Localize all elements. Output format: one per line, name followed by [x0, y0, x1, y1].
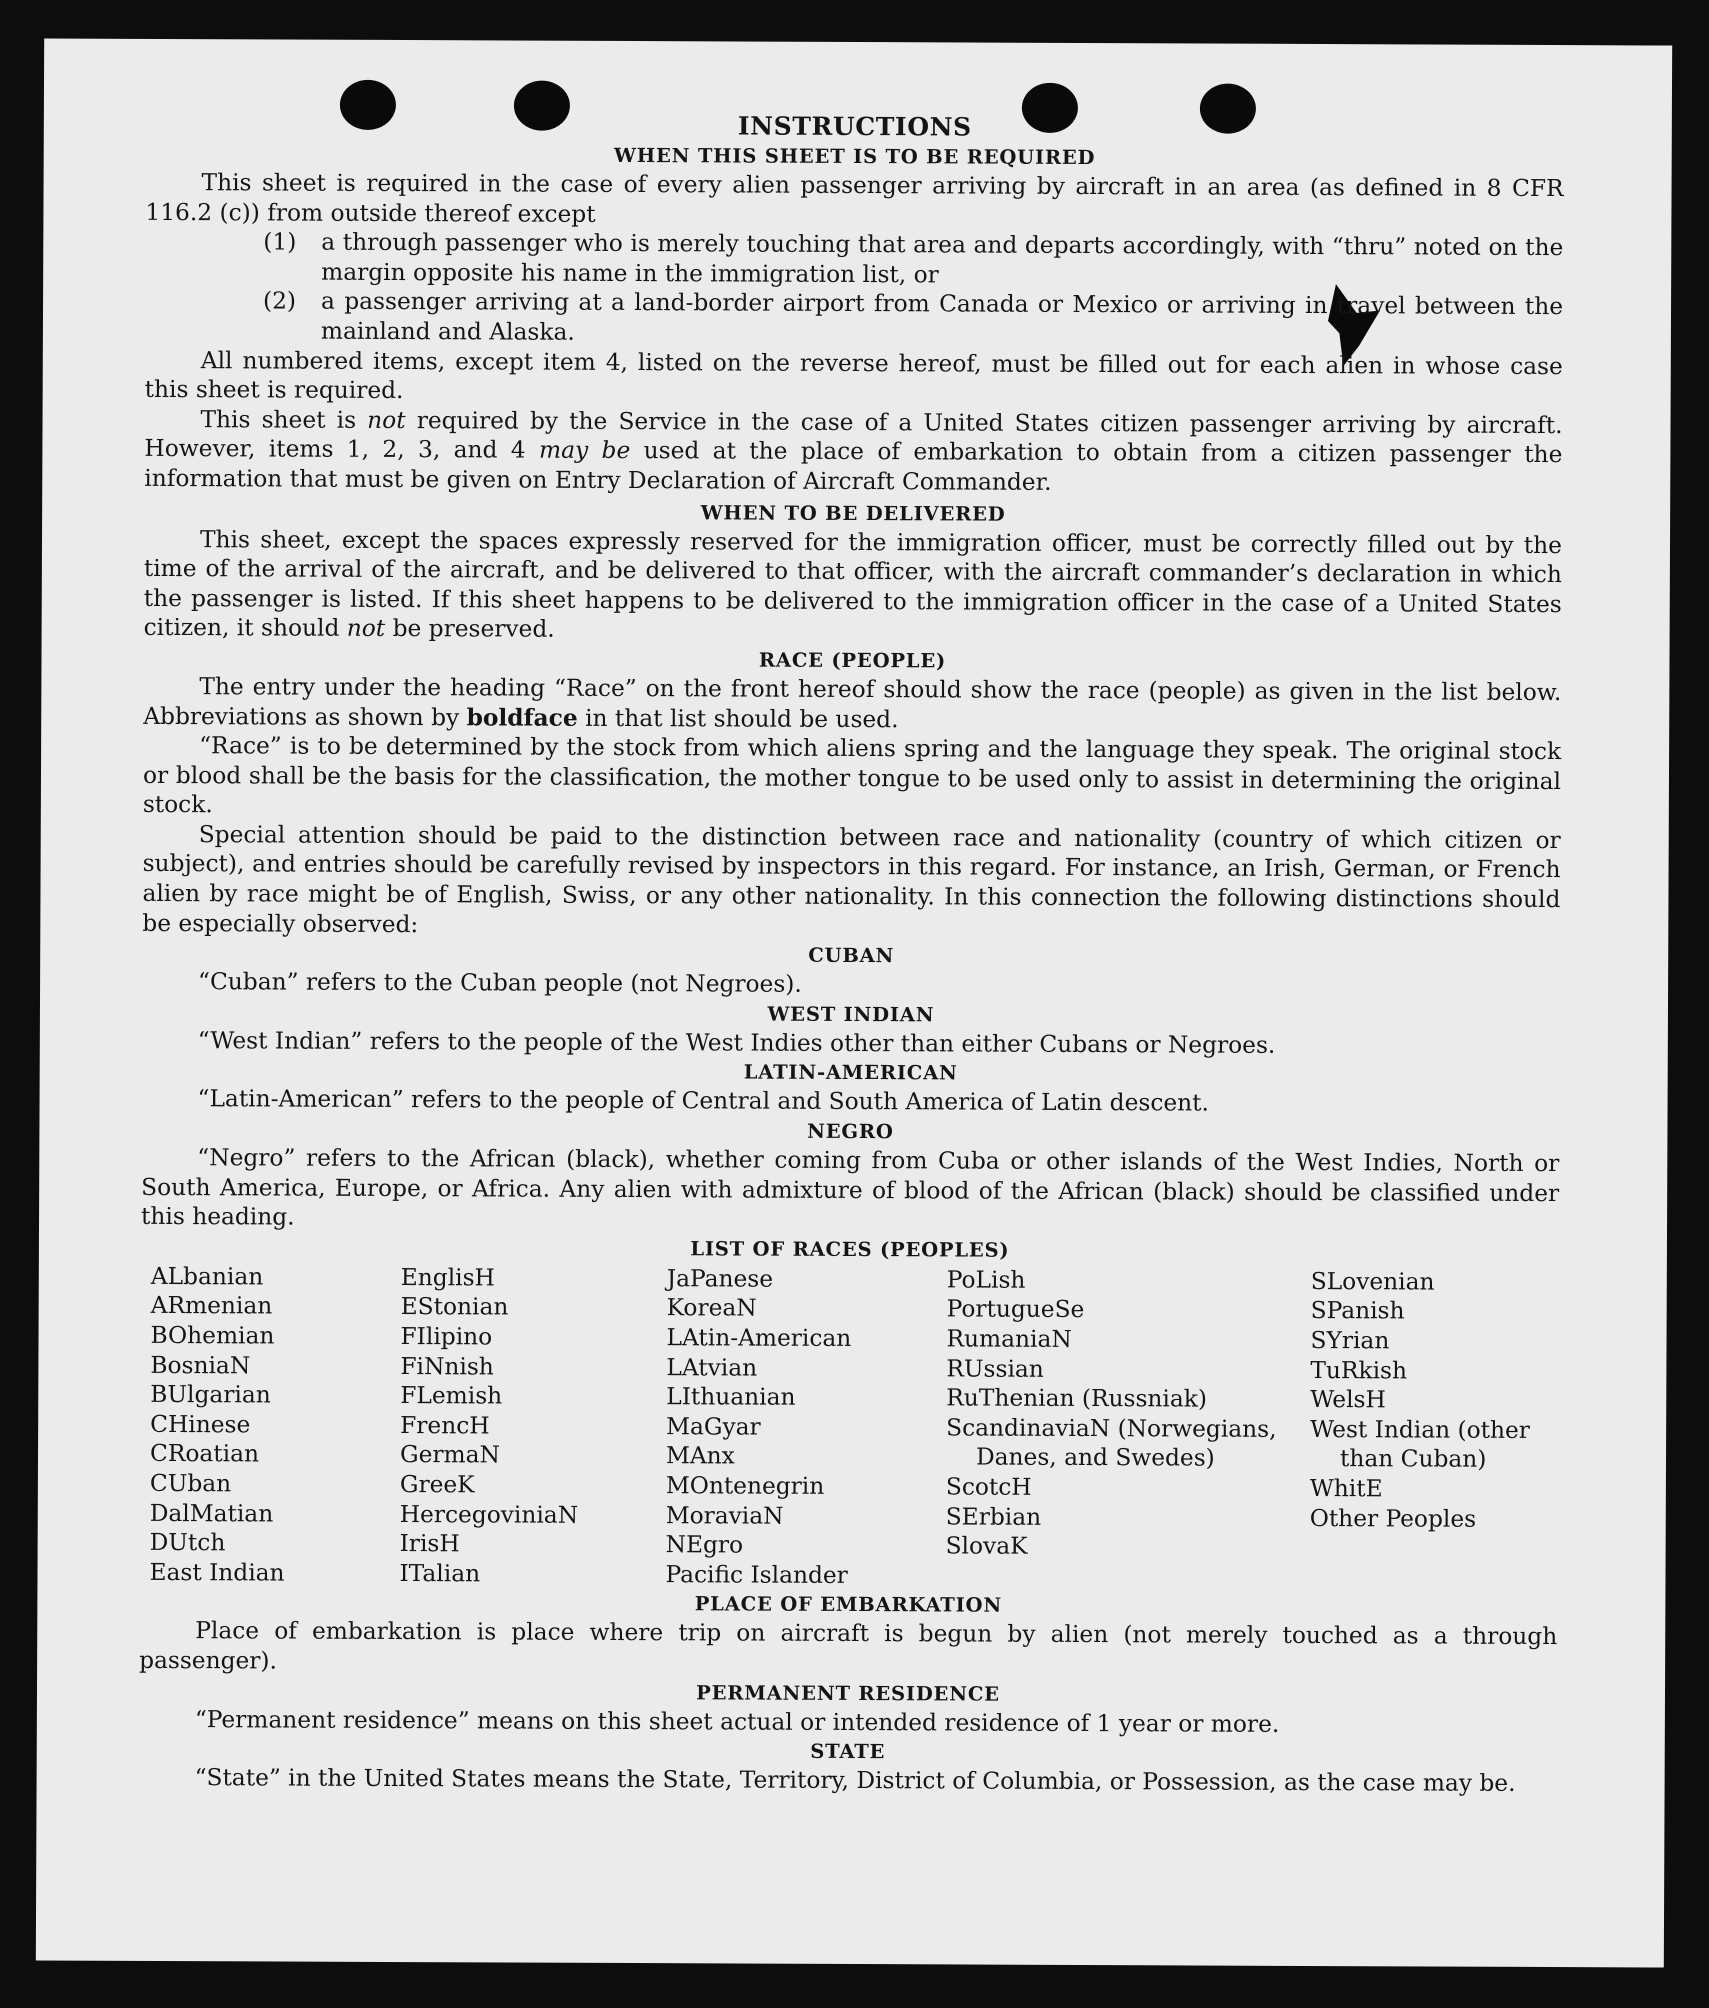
exception-item: (2) a passenger arriving at a land-border airport from Canada or Mexico or arriving in travel between the mainland and Alaska.	[262, 287, 1564, 346]
race-entry: NEgro	[665, 1531, 744, 1559]
race-paragraph-2: “Race” is to be determined by the stock from which aliens spring and the language they speak. The original stock or blood shall be the basis for the classification, the mother tongue to be used only to assist in determining the original stock.	[142, 732, 1562, 819]
races-table	[149, 1262, 1558, 1594]
race-entry: FiNnish	[400, 1352, 494, 1381]
section-heading-embarkation: PLACE OF EMBARKATION	[694, 1592, 1003, 1617]
race-entry: Other Peoples	[1309, 1504, 1477, 1533]
race-entry: HercegoviniaN	[399, 1500, 579, 1529]
race-entry: RUssian	[946, 1355, 1044, 1383]
section-heading-west-indian: WEST INDIAN	[767, 1002, 935, 1027]
race-entry: EnglisH	[400, 1263, 495, 1292]
race-entry: BOhemian	[150, 1321, 275, 1350]
section-heading-latin-american: LATIN-AMERICAN	[743, 1060, 958, 1085]
section-heading-cuban: CUBAN	[808, 944, 895, 968]
section-heading-race: RACE (PEOPLE)	[758, 648, 947, 673]
exception-item: (1) a through passenger who is merely touching that area and departs accordingly, with “thru” noted on the margin opposite his name in the immigration list, or	[263, 228, 1564, 289]
required-intro: This sheet is required in the case of every alien passenger arriving by aircraft in an area (as defined in 8 CFR 116.2 (c)) from outside thereof except	[145, 169, 1564, 228]
embarkation-paragraph: Place of embarkation is place where trip on aircraft is begun by alien (not merely touched as a through passenger).	[139, 1617, 1558, 1675]
races-column	[1309, 1267, 1568, 1594]
west-indian-paragraph: “West Indian” refers to the people of the West Indies other than either Cubans or Negroes.	[197, 1026, 1276, 1059]
race-entry: ScandinaviaN (Norwegians, Danes, and Swedes)	[946, 1414, 1277, 1472]
section-heading-state: STATE	[810, 1739, 886, 1764]
race-entry: DUtch	[149, 1529, 226, 1557]
citizen-paragraph: This sheet is not required by the Service in the case of a United States citizen passenger arriving by aircraft. However, items 1, 2, 3, and 4 may be used at the place of embarkation to obtain from a citizen passenger the information that must be given on Entry Declaration of Aircraft Commander.	[144, 405, 1563, 496]
section-heading-required: WHEN THIS SHEET IS TO BE REQUIRED	[614, 143, 1096, 170]
race-entry: MaGyar	[666, 1412, 761, 1441]
cuban-paragraph: “Cuban” refers to the Cuban people (not Negroes).	[198, 968, 802, 999]
races-column	[149, 1262, 400, 1589]
race-entry: SLovenian	[1310, 1267, 1435, 1296]
race-entry: West Indian (other than Cuban)	[1310, 1415, 1531, 1474]
race-entry: PortugueSe	[946, 1295, 1085, 1324]
section-heading-permanent-residence: PERMANENT RESIDENCE	[696, 1680, 1000, 1706]
race-entry: ITalian	[399, 1559, 481, 1588]
race-entry: CHinese	[150, 1410, 251, 1439]
race-entry: SErbian	[945, 1502, 1042, 1531]
race-entry: TuRkish	[1310, 1356, 1408, 1385]
races-column	[945, 1265, 1310, 1592]
section-heading-list-of-races: LIST OF RACES (PEOPLES)	[690, 1237, 1010, 1262]
latin-american-paragraph: “Latin-American” refers to the people of Central and South America of Latin descent.	[197, 1085, 1210, 1117]
race-entry: EStonian	[400, 1293, 509, 1321]
race-entry: JaPanese	[666, 1264, 774, 1293]
race-entry: MAnx	[665, 1442, 735, 1470]
delivered-paragraph: This sheet, except the spaces expressly reserved for the immigration officer, must be correctly filled out by the time of the arrival of the aircraft, and be delivered to that officer, with the aircraft commander’s declaration in which the passenger is listed. If this sheet happens to be delivered to the immigration officer in the case of a United States citizen, it should not be preserved.	[143, 525, 1563, 644]
race-paragraph-3: Special attention should be paid to the distinction between race and nationality (country of which citizen or subject), and entries should be carefully revised by inspectors in this regard. For instance, an Irish, German, or French alien by race might be of English, Swiss, or any other nationality. In this connection the following distinctions should be especially observed:	[142, 821, 1561, 938]
race-entry: CUban	[149, 1469, 232, 1498]
race-entry: FIlipino	[400, 1323, 493, 1351]
race-entry: BosniaN	[150, 1351, 251, 1379]
race-entry: LIthuanian	[666, 1383, 796, 1411]
race-entry: KoreaN	[666, 1294, 757, 1322]
race-entry: LAtvian	[666, 1353, 758, 1382]
races-column	[399, 1263, 666, 1590]
race-paragraph-1: The entry under the heading “Race” on the front hereof should show the race (people) as given in the list below. Abbreviations as shown by boldface in that list should be used.	[143, 673, 1562, 733]
race-entry: East Indian	[149, 1558, 285, 1587]
race-entry: ALbanian	[150, 1262, 264, 1291]
state-paragraph: “State” in the United States means the State, Territory, District of Columbia, or Possession, as the case may be.	[194, 1764, 1516, 1798]
race-entry: FLemish	[400, 1382, 503, 1410]
race-entry: LAtin-American	[666, 1324, 852, 1352]
race-entry: RuThenian (Russniak)	[946, 1384, 1208, 1413]
negro-paragraph: “Negro” refers to the African (black), whether coming from Cuba or other islands of the West Indies, North or South America, Europe, or Africa. Any alien with admixture of blood of the African (black) should be classified under this heading.	[141, 1144, 1560, 1231]
race-entry: RumaniaN	[946, 1325, 1072, 1353]
race-entry: SlovaK	[945, 1532, 1028, 1560]
permanent-residence-paragraph: “Permanent residence” means on this sheet actual or intended residence of 1 year or more.	[194, 1705, 1280, 1738]
section-heading-negro: NEGRO	[807, 1119, 894, 1144]
race-entry: ARmenian	[150, 1292, 273, 1320]
race-entry: MoraviaN	[665, 1501, 784, 1530]
race-entry: Pacific Islander	[665, 1560, 848, 1589]
page-title: INSTRUCTIONS	[737, 111, 972, 142]
race-entry: WelsH	[1310, 1386, 1386, 1414]
race-entry: SYrian	[1310, 1326, 1390, 1355]
race-entry: GermaN	[399, 1441, 500, 1469]
races-column	[665, 1264, 946, 1591]
race-entry: ScotcH	[945, 1473, 1032, 1501]
race-entry: MOntenegrin	[665, 1472, 825, 1500]
race-entry: IrisH	[399, 1530, 460, 1558]
instructions-body	[139, 109, 1564, 1799]
numbered-items-paragraph: All numbered items, except item 4, listed on the reverse hereof, must be filled out for each alien in whose case this sheet is required.	[144, 346, 1563, 405]
section-heading-delivered: WHEN TO BE DELIVERED	[700, 500, 1006, 526]
race-entry: SPanish	[1310, 1297, 1405, 1325]
race-entry: FrencH	[400, 1411, 490, 1440]
document-sheet	[36, 38, 1672, 1967]
race-entry: WhitE	[1309, 1474, 1383, 1503]
race-entry: CRoatian	[149, 1440, 260, 1468]
race-entry: DalMatian	[149, 1499, 274, 1528]
race-entry: PoLish	[946, 1266, 1026, 1294]
race-entry: GreeK	[399, 1470, 475, 1499]
race-entry: BUlgarian	[150, 1381, 271, 1409]
